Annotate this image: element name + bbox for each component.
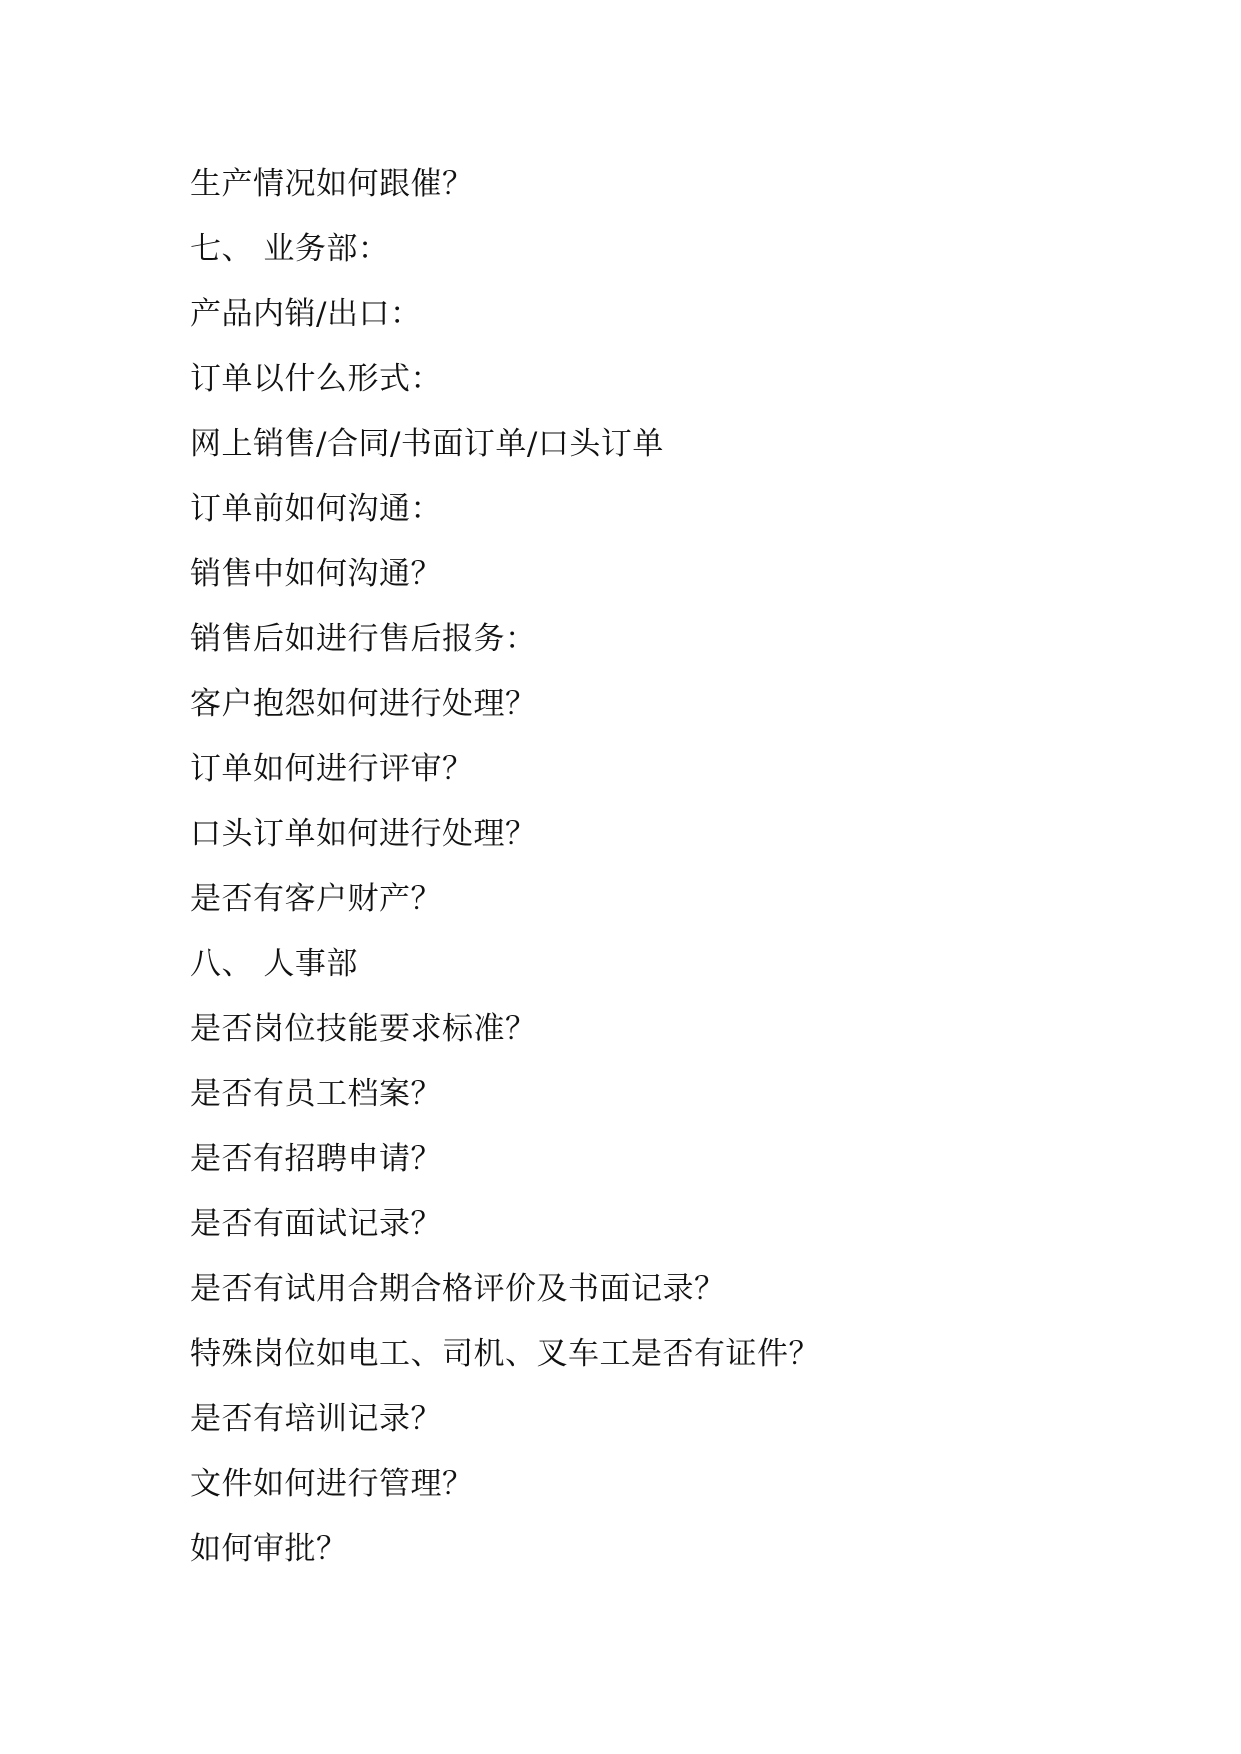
line-order-types: 网上销售/合同/书面订单/口头订单 [190,426,664,462]
line-after-sales-service: 销售后如进行售后报务： [190,621,537,657]
line-special-post-certificates: 特殊岗位如电工、司机、叉车工是否有证件？ [190,1336,820,1372]
line-recruitment-requests: 是否有招聘申请？ [190,1141,442,1177]
line-verbal-order-handling: 口头订单如何进行处理？ [190,816,537,852]
line-interview-records: 是否有面试记录？ [190,1206,442,1242]
line-document-management: 文件如何进行管理？ [190,1466,474,1502]
document-body [190,152,1150,1582]
line-probation-evaluation: 是否有试用合期合格评价及书面记录？ [190,1271,726,1307]
line-domestic-export: 产品内销/出口： [190,296,422,332]
line-order-review: 订单如何进行评审？ [190,751,474,787]
line-in-sale-communication: 销售中如何沟通？ [190,556,442,592]
line-customer-complaints: 客户抱怨如何进行处理？ [190,686,537,722]
line-job-skill-standards: 是否岗位技能要求标准？ [190,1011,537,1047]
line-training-records: 是否有培训记录？ [190,1401,442,1437]
section-heading-hr-dept: 八、 人事部 [190,946,358,982]
line-employee-files: 是否有员工档案？ [190,1076,442,1112]
line-customer-property: 是否有客户财产？ [190,881,442,917]
section-heading-sales-dept: 七、 业务部： [190,231,390,267]
line-approval-process: 如何审批？ [190,1531,348,1567]
line-order-form: 订单以什么形式： [190,361,442,397]
line-production-followup: 生产情况如何跟催？ [190,166,474,202]
line-pre-order-communication: 订单前如何沟通： [190,491,442,527]
